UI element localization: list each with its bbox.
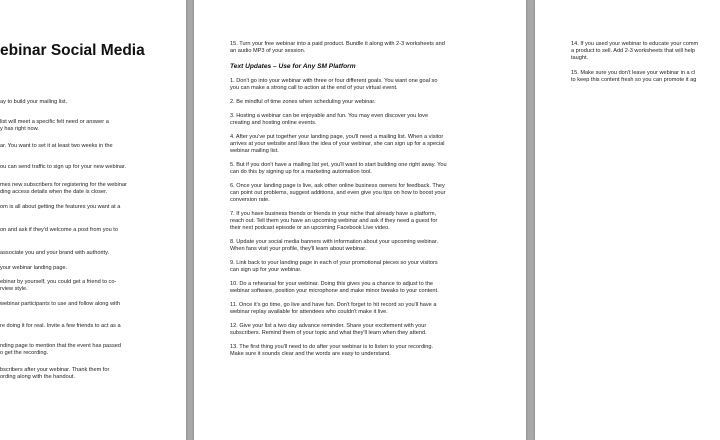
document-page-right: [535, 0, 720, 440]
list-item-line: subscribers. Remind them of your topic and what they'll learn when they attend.: [230, 330, 427, 336]
list-item-line: can point out problems, suggest additions, and even give you tips on how to boost your: [230, 190, 446, 196]
paragraph-line: nding page to mention that the event has passed: [0, 343, 121, 349]
document-page-middle: [194, 0, 526, 440]
list-item-line: 3. Hosting a webinar can be enjoyable and fun. You may even discover you love: [230, 113, 429, 119]
paragraph-line: to keep this content fresh so you can promote it ag: [571, 77, 697, 83]
paragraph-line: 15. Make sure you don't leave your webinar in a cl: [571, 70, 696, 76]
paragraph-line: ding access details when the date is closer.: [0, 189, 108, 195]
paragraph-line: taught.: [571, 55, 589, 61]
list-item-line: 10. Do a rehearsal for your webinar. Doing this gives you a chance to adjust to the: [230, 281, 434, 287]
paragraph-line: re doing it for real. Invite a few friends to act as a: [0, 323, 121, 329]
list-item-line: can do this by signing up for a marketing automation tool.: [230, 169, 372, 175]
paragraph-line: a product to sell. Add 2-3 worksheets that will help: [571, 48, 696, 54]
list-item-line: you can make a strong call to action at the end of your virtual event.: [230, 85, 398, 91]
paragraph-line: mes new subscribers for registering for the webinar: [0, 182, 127, 188]
list-item-line: creating and hosting online events.: [230, 120, 317, 126]
list-item-line: 8. Update your social media banners with information about your upcoming webinar.: [230, 239, 439, 245]
paragraph-line: ording along with the handout.: [0, 374, 75, 380]
list-item-line: 13. The first thing you'll need to do after your webinar is to listen to your recording.: [230, 344, 434, 350]
list-item-line: can sign up for your webinar.: [230, 267, 302, 273]
intro-line: 15. Turn your free webinar into a paid product. Bundle it along with 2-3 worksheets and: [230, 41, 445, 47]
list-item-line: 5. But if you don't have a mailing list yet, you'll want to start building one right away. You: [230, 162, 447, 168]
paragraph-line: ou can send traffic to sign up for your new webinar.: [0, 164, 127, 170]
list-item-line: webinar replay available for attendees who couldn't make it live.: [230, 309, 388, 315]
list-item-line: Make sure it sounds clear and the words are easy to understand.: [230, 351, 391, 357]
paragraph-line: webinar participants to use and follow along with: [0, 301, 121, 307]
list-item-line: webinar software, position your microphone and make minor tweaks to your content.: [230, 288, 439, 294]
paragraph-line: ar. You want to set it at least two weeks in the: [0, 143, 113, 149]
list-item-line: 9. Link back to your landing page in each of your promotional pieces so your visitors: [230, 260, 438, 266]
paragraph-line: list will meet a specific felt need or answer a: [0, 119, 109, 125]
list-item-line: 7. If you have business friends or friends in your niche that already have a platform,: [230, 211, 437, 217]
list-item-line: 11. Once it's go time, go live and have fun. Don't forget to hit record so you'll have a: [230, 302, 437, 308]
list-item-line: webinar mailing list.: [230, 148, 279, 154]
paragraph-line: y has right now.: [0, 126, 39, 132]
list-item-line: 2. Be mindful of time zones when scheduling your webinar.: [230, 99, 376, 105]
list-item-line: arrives at your website and likes the idea of your webinar, she can sign up for a special: [230, 141, 445, 147]
paragraph-line: ebinar by yourself, you could get a friend to co-: [0, 279, 117, 285]
section-heading: Text Updates – Use for Any SM Platform: [230, 63, 356, 70]
list-item-line: their next podcast episode or an upcoming Facebook Live video.: [230, 225, 390, 231]
paragraph-line: ay to build your mailing list.: [0, 99, 68, 105]
paragraph-line: associate you and your brand with authority.: [0, 250, 110, 256]
paragraph-line: on and ask if they'd welcome a post from you to: [0, 227, 118, 233]
list-item-line: 1. Don't go into your webinar with three or four different goals. You want one goal so: [230, 78, 438, 84]
paragraph-line: 14. If you used your webinar to educate your comm: [571, 41, 699, 47]
paragraph-line: bscribers after your webinar. Thank them for: [0, 367, 110, 373]
paragraph-line: o get the recording.: [0, 350, 49, 356]
list-item-line: 12. Give your list a two day advance reminder. Share your excitement with your: [230, 323, 427, 329]
list-item-line: conversion rate.: [230, 197, 270, 203]
paragraph-line: your webinar landing page.: [0, 265, 68, 271]
intro-line: an audio MP3 of your session.: [230, 48, 306, 54]
page-title: ebinar Social Media: [0, 42, 145, 59]
list-item-line: 6. Once your landing page is live, ask other online business owners for feedback. They: [230, 183, 445, 189]
list-item-line: reach out. Tell them you have an upcoming webinar and ask if they need a guest for: [230, 218, 438, 224]
list-item-line: When fans visit your profile, they'll learn about webinar.: [230, 246, 367, 252]
list-item-line: 4. After you've put together your landing page, you'll need a mailing list. When a visitor: [230, 134, 444, 140]
paragraph-line: om is all about getting the features you want at a: [0, 204, 121, 210]
document-page-left: [0, 0, 186, 440]
paragraph-line: rview style.: [0, 286, 28, 292]
